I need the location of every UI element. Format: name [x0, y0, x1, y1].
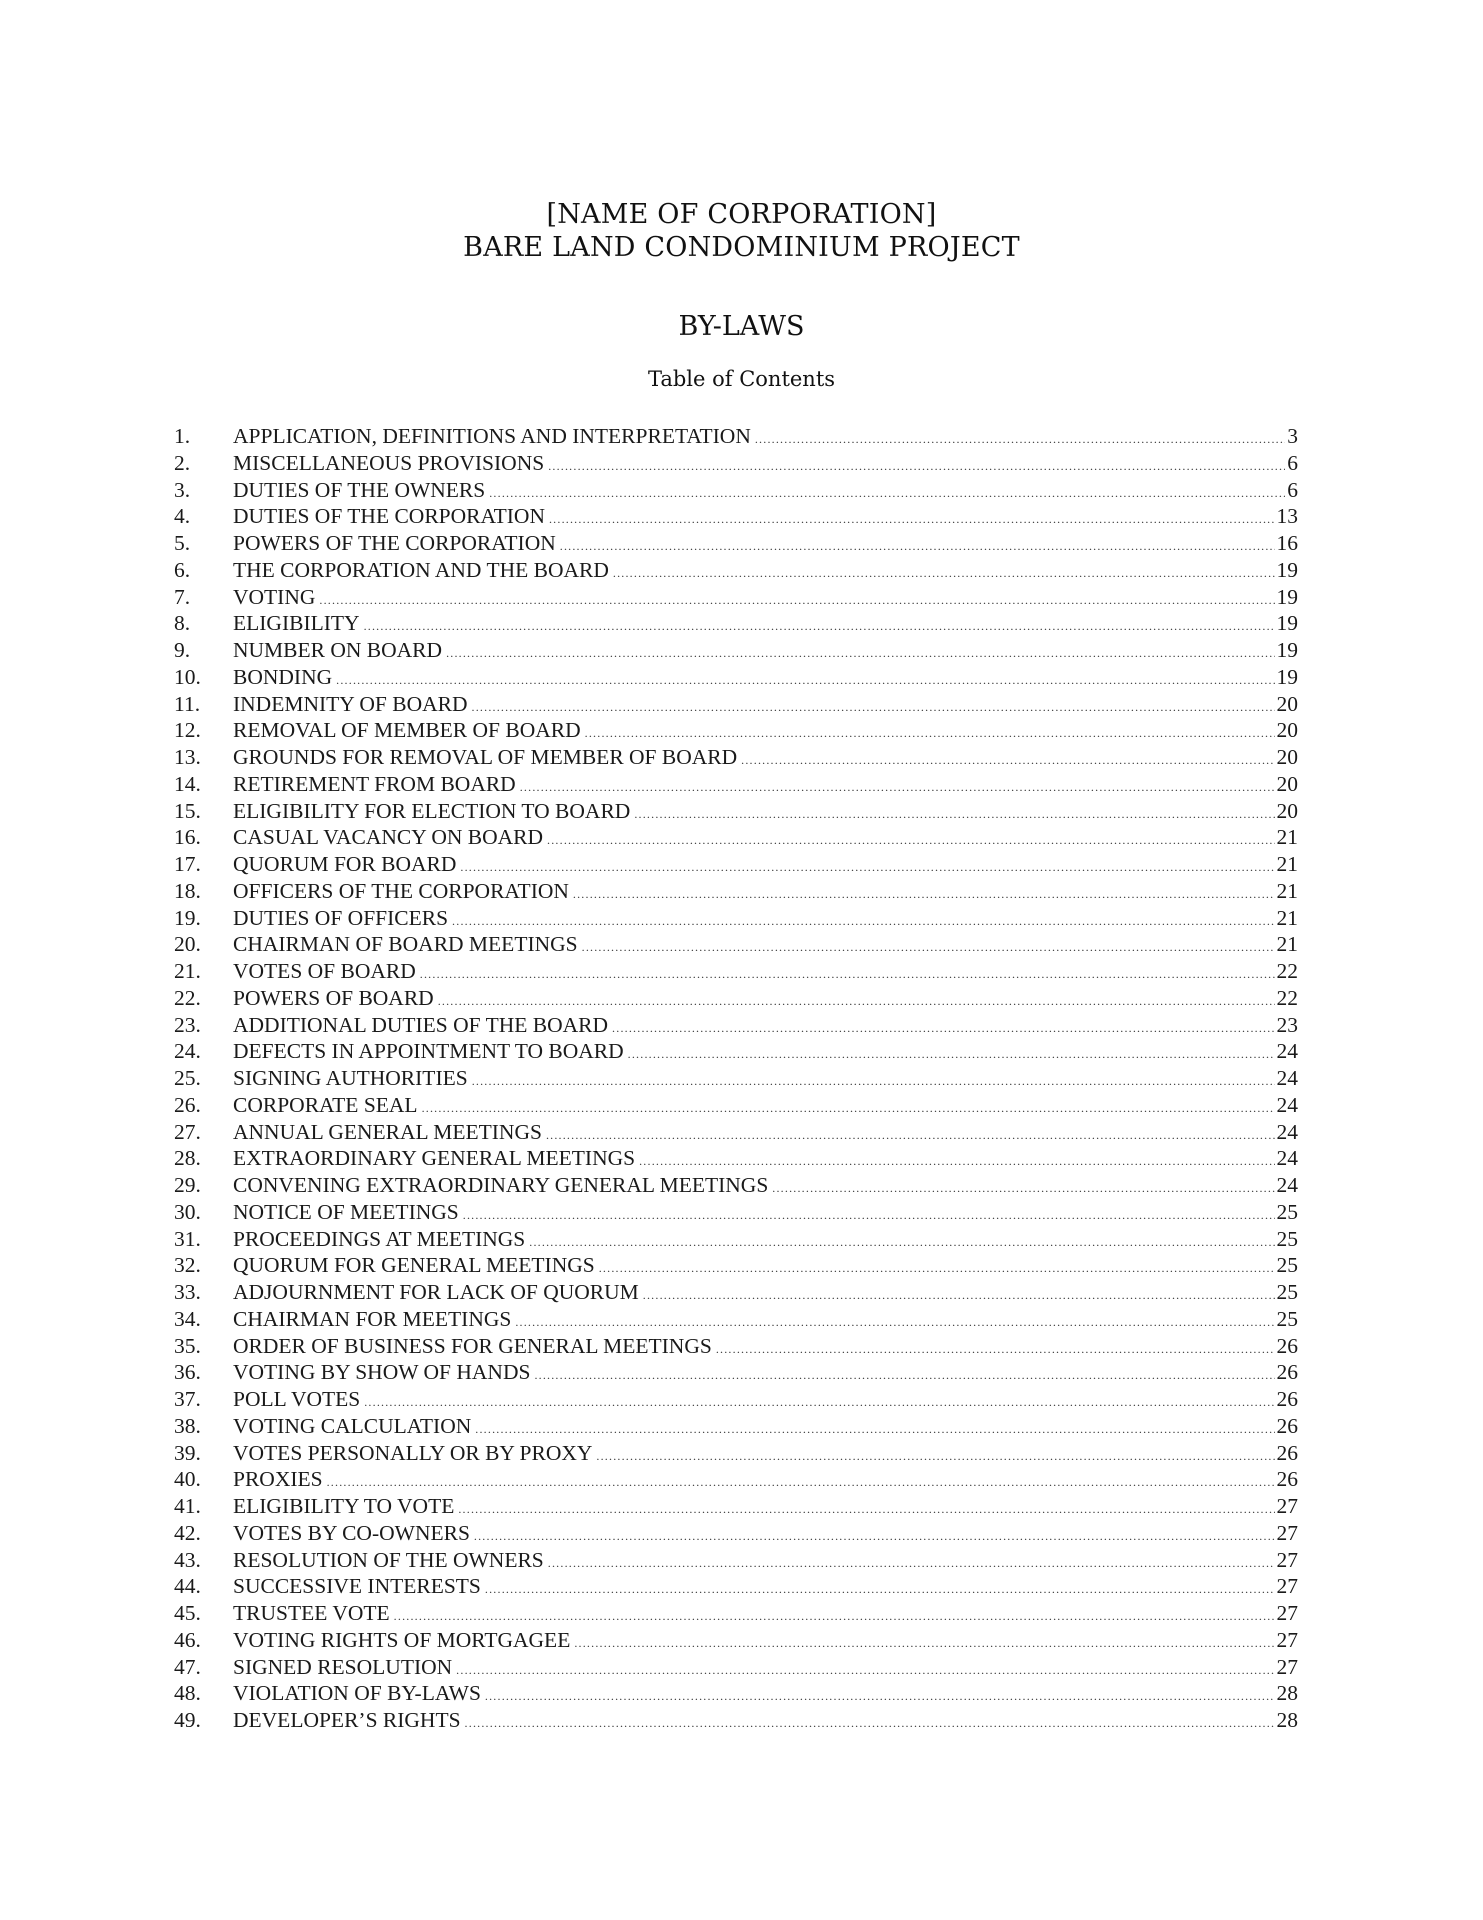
toc-entry-title: SUCCESSIVE INTERESTS	[233, 1574, 481, 1599]
toc-dot-leader	[520, 780, 1275, 795]
toc-entry-page: 27	[1276, 1547, 1298, 1572]
toc-entry-page: 3	[1287, 424, 1298, 448]
toc-entry-page: 16	[1276, 531, 1298, 555]
toc-entry-15[interactable]	[174, 799, 1298, 826]
toc-entry-5[interactable]	[174, 531, 1298, 558]
toc-dot-leader	[465, 1716, 1275, 1731]
toc-entry-title: QUORUM FOR GENERAL MEETINGS	[233, 1253, 595, 1278]
toc-entry-number: 14.	[174, 771, 201, 796]
toc-dot-leader	[438, 994, 1275, 1009]
toc-entry-number: 20.	[174, 932, 201, 957]
toc-entry-title: QUORUM FOR BOARD	[233, 852, 457, 876]
toc-entry-page: 21	[1276, 852, 1298, 876]
toc-entry-page: 22	[1276, 985, 1298, 1010]
toc-entry-title: TRUSTEE VOTE	[233, 1601, 390, 1625]
toc-entry-number: 46.	[174, 1627, 201, 1652]
toc-dot-leader	[452, 914, 1274, 929]
toc-dot-leader	[772, 1181, 1274, 1196]
toc-entry-title: POWERS OF BOARD	[233, 985, 434, 1010]
toc-entry-page: 6	[1287, 477, 1298, 502]
toc-entry-48[interactable]	[174, 1681, 1298, 1708]
toc-entry-page: 13	[1276, 504, 1298, 529]
toc-entry-number: 40.	[174, 1467, 201, 1492]
toc-entry-3[interactable]	[174, 478, 1298, 505]
toc-entry-page: 28	[1276, 1681, 1298, 1706]
toc-entry-title: ELIGIBILITY FOR ELECTION TO BOARD	[233, 798, 631, 823]
toc-entry-number: 39.	[174, 1440, 201, 1465]
toc-entry-title: CHAIRMAN OF BOARD MEETINGS	[233, 932, 578, 957]
toc-entry-number: 29.	[174, 1173, 201, 1197]
toc-entry-39[interactable]	[174, 1441, 1298, 1468]
toc-entry-title: BONDING	[233, 664, 333, 689]
toc-entry-page: 21	[1276, 878, 1298, 903]
toc-dot-leader	[548, 459, 1285, 474]
toc-entry-number: 12.	[174, 718, 201, 743]
toc-entry-number: 6.	[174, 557, 191, 582]
toc-entry-title: VIOLATION OF BY-LAWS	[233, 1681, 481, 1706]
toc-entry-number: 32.	[174, 1253, 201, 1278]
toc-entry-title: RETIREMENT FROM BOARD	[233, 771, 516, 796]
toc-entry-page: 26	[1276, 1413, 1298, 1438]
toc-dot-leader	[475, 1422, 1274, 1437]
toc-entry-title: SIGNING AUTHORITIES	[233, 1066, 468, 1090]
toc-dot-leader	[327, 1475, 1275, 1490]
toc-entry-40[interactable]	[174, 1467, 1298, 1494]
toc-entry-number: 41.	[174, 1494, 201, 1518]
toc-entry-number: 24.	[174, 1039, 201, 1064]
toc-entry-page: 21	[1276, 905, 1298, 930]
toc-entry-title: REMOVAL OF MEMBER OF BOARD	[233, 718, 581, 743]
toc-entry-page: 26	[1276, 1333, 1298, 1358]
toc-entry-23[interactable]	[174, 1013, 1298, 1040]
toc-entry-title: VOTING	[233, 584, 316, 609]
toc-entry-page: 20	[1276, 691, 1298, 716]
toc-dot-leader	[460, 860, 1274, 875]
toc-entry-page: 20	[1276, 771, 1298, 796]
toc-entry-number: 33.	[174, 1280, 201, 1304]
toc-dot-leader	[741, 753, 1274, 768]
toc-entry-8[interactable]	[174, 611, 1298, 638]
toc-entry-title: VOTES OF BOARD	[233, 959, 416, 983]
toc-dot-leader	[394, 1609, 1275, 1624]
toc-dot-leader	[639, 1154, 1274, 1169]
toc-entry-title: DEFECTS IN APPOINTMENT TO BOARD	[233, 1039, 624, 1064]
toc-entry-6[interactable]	[174, 558, 1298, 585]
toc-entry-page: 19	[1276, 557, 1298, 582]
toc-entry-title: CHAIRMAN FOR MEETINGS	[233, 1306, 512, 1331]
toc-entry-number: 34.	[174, 1306, 201, 1331]
toc-entry-page: 27	[1276, 1520, 1298, 1545]
toc-entry-number: 45.	[174, 1601, 201, 1625]
toc-dot-leader	[472, 1074, 1275, 1089]
toc-entry-title: POLL VOTES	[233, 1387, 361, 1411]
toc-entry-title: INDEMNITY OF BOARD	[233, 691, 468, 716]
toc-entry-47[interactable]	[174, 1655, 1298, 1682]
toc-entry-number: 35.	[174, 1333, 201, 1358]
toc-entry-page: 19	[1276, 584, 1298, 609]
toc-entry-title: NOTICE OF MEETINGS	[233, 1199, 459, 1224]
toc-entry-page: 19	[1276, 664, 1298, 689]
toc-dot-leader	[472, 700, 1275, 715]
toc-entry-number: 48.	[174, 1681, 201, 1706]
toc-entry-page: 25	[1276, 1226, 1298, 1251]
toc-entry-28[interactable]	[174, 1146, 1298, 1173]
toc-entry-25[interactable]	[174, 1066, 1298, 1093]
toc-entry-9[interactable]	[174, 638, 1298, 665]
toc-entry-45[interactable]	[174, 1601, 1298, 1628]
toc-entry-title: CONVENING EXTRAORDINARY GENERAL MEETINGS	[233, 1173, 769, 1197]
toc-entry-title: ELIGIBILITY TO VOTE	[233, 1494, 455, 1518]
toc-heading: Table of Contents	[647, 367, 836, 391]
toc-entry-number: 21.	[174, 959, 201, 983]
toc-entry-page: 26	[1276, 1360, 1298, 1385]
toc-entry-number: 18.	[174, 878, 201, 903]
toc-entry-number: 10.	[174, 664, 201, 689]
toc-dot-leader	[573, 887, 1275, 902]
toc-entry-number: 43.	[174, 1547, 201, 1572]
toc-entry-42[interactable]	[174, 1521, 1298, 1548]
toc-dot-leader	[596, 1449, 1274, 1464]
toc-entry-13[interactable]	[174, 745, 1298, 772]
toc-dot-leader	[515, 1315, 1274, 1330]
toc-entry-title: VOTING BY SHOW OF HANDS	[233, 1360, 531, 1385]
toc-dot-leader	[716, 1342, 1275, 1357]
toc-entry-number: 13.	[174, 745, 201, 769]
toc-entry-32[interactable]	[174, 1253, 1298, 1280]
toc-entry-34[interactable]	[174, 1307, 1298, 1334]
toc-entry-title: MISCELLANEOUS PROVISIONS	[233, 450, 545, 475]
toc-entry-36[interactable]	[174, 1360, 1298, 1387]
toc-entry-title: ELIGIBILITY	[233, 611, 360, 636]
toc-entry-11[interactable]	[174, 692, 1298, 719]
toc-entry-page: 26	[1276, 1387, 1298, 1411]
toc-entry-page: 24	[1276, 1119, 1298, 1144]
toc-dot-leader	[612, 1021, 1274, 1036]
toc-entry-title: PROCEEDINGS AT MEETINGS	[233, 1226, 526, 1251]
toc-entry-16[interactable]	[174, 825, 1298, 852]
toc-dot-leader	[319, 593, 1274, 608]
toc-entry-30[interactable]	[174, 1200, 1298, 1227]
toc-dot-leader	[628, 1047, 1275, 1062]
toc-dot-leader	[485, 1582, 1275, 1597]
toc-entry-number: 8.	[174, 611, 191, 636]
toc-entry-page: 22	[1276, 959, 1298, 983]
project-name: BARE LAND CONDOMINIUM PROJECT	[463, 232, 1020, 263]
toc-entry-page: 25	[1276, 1253, 1298, 1278]
toc-entry-title: GROUNDS FOR REMOVAL OF MEMBER OF BOARD	[233, 745, 738, 769]
toc-entry-page: 25	[1276, 1280, 1298, 1304]
toc-entry-number: 30.	[174, 1199, 201, 1224]
toc-entry-number: 28.	[174, 1146, 201, 1171]
toc-entry-26[interactable]	[174, 1093, 1298, 1120]
toc-entry-20[interactable]	[174, 932, 1298, 959]
toc-entry-18[interactable]	[174, 879, 1298, 906]
toc-entry-page: 19	[1276, 611, 1298, 636]
toc-entry-title: DEVELOPER’S RIGHTS	[233, 1708, 461, 1732]
toc-entry-number: 1.	[174, 424, 191, 448]
toc-entry-title: VOTES BY CO-OWNERS	[233, 1520, 470, 1545]
toc-dot-leader	[422, 1101, 1275, 1116]
toc-entry-title: RESOLUTION OF THE OWNERS	[233, 1547, 544, 1572]
toc-entry-number: 19.	[174, 905, 201, 930]
toc-entry-page: 20	[1276, 798, 1298, 823]
toc-entry-title: VOTING RIGHTS OF MORTGAGEE	[233, 1627, 571, 1652]
toc-dot-leader	[534, 1368, 1274, 1383]
toc-entry-number: 38.	[174, 1413, 201, 1438]
toc-dot-leader	[548, 1556, 1275, 1571]
toc-entry-title: DUTIES OF THE OWNERS	[233, 477, 486, 502]
toc-entry-38[interactable]	[174, 1414, 1298, 1441]
toc-dot-leader	[560, 539, 1275, 554]
toc-entry-37[interactable]	[174, 1387, 1298, 1414]
toc-entry-41[interactable]	[174, 1494, 1298, 1521]
toc-entry-title: PROXIES	[233, 1467, 323, 1492]
toc-entry-title: SIGNED RESOLUTION	[233, 1654, 453, 1679]
toc-entry-number: 4.	[174, 504, 191, 529]
toc-entry-number: 37.	[174, 1387, 201, 1411]
toc-entry-title: CASUAL VACANCY ON BOARD	[233, 825, 544, 850]
toc-entry-number: 3.	[174, 477, 191, 502]
toc-dot-leader	[755, 432, 1285, 447]
toc-dot-leader	[529, 1235, 1274, 1250]
toc-entry-17[interactable]	[174, 852, 1298, 879]
toc-dot-leader	[485, 1689, 1275, 1704]
toc-entry-43[interactable]	[174, 1548, 1298, 1575]
toc-entry-page: 24	[1276, 1066, 1298, 1090]
toc-entry-page: 21	[1276, 932, 1298, 957]
toc-entry-title: ADDITIONAL DUTIES OF THE BOARD	[233, 1012, 609, 1037]
toc-entry-31[interactable]	[174, 1227, 1298, 1254]
toc-dot-leader	[582, 940, 1275, 955]
toc-entry-title: THE CORPORATION AND THE BOARD	[233, 557, 609, 582]
toc-dot-leader	[364, 1395, 1274, 1410]
toc-entry-number: 25.	[174, 1066, 201, 1090]
toc-entry-44[interactable]	[174, 1574, 1298, 1601]
toc-entry-title: POWERS OF THE CORPORATION	[233, 531, 556, 555]
toc-entry-title: CORPORATE SEAL	[233, 1092, 418, 1117]
toc-entry-24[interactable]	[174, 1039, 1298, 1066]
toc-dot-leader	[474, 1529, 1275, 1544]
toc-dot-leader	[336, 673, 1274, 688]
toc-dot-leader	[546, 1128, 1275, 1143]
toc-entry-title: VOTES PERSONALLY OR BY PROXY	[233, 1440, 593, 1465]
toc-entry-number: 27.	[174, 1119, 201, 1144]
toc-dot-leader	[574, 1636, 1274, 1651]
toc-entry-19[interactable]	[174, 906, 1298, 933]
toc-entry-page: 26	[1276, 1440, 1298, 1465]
toc-dot-leader	[643, 1288, 1275, 1303]
toc-entry-number: 23.	[174, 1012, 201, 1037]
toc-entry-number: 2.	[174, 450, 191, 475]
toc-entry-title: ANNUAL GENERAL MEETINGS	[233, 1119, 542, 1144]
toc-entry-14[interactable]	[174, 772, 1298, 799]
toc-entry-page: 21	[1276, 825, 1298, 850]
toc-entry-page: 23	[1276, 1012, 1298, 1037]
toc-dot-leader	[549, 512, 1275, 527]
toc-entry-12[interactable]	[174, 718, 1298, 745]
toc-dot-leader	[489, 486, 1285, 501]
toc-entry-number: 5.	[174, 531, 191, 555]
toc-entry-page: 20	[1276, 745, 1298, 769]
toc-entry-number: 22.	[174, 985, 201, 1010]
toc-entry-number: 49.	[174, 1708, 201, 1732]
toc-dot-leader	[364, 619, 1275, 634]
toc-entry-title: APPLICATION, DEFINITIONS AND INTERPRETATION	[233, 424, 751, 448]
toc-entry-number: 36.	[174, 1360, 201, 1385]
toc-dot-leader	[634, 807, 1274, 822]
toc-entry-49[interactable]	[174, 1708, 1298, 1735]
toc-entry-number: 47.	[174, 1654, 201, 1679]
toc-entry-title: OFFICERS OF THE CORPORATION	[233, 878, 569, 903]
toc-entry-10[interactable]	[174, 665, 1298, 692]
corporation-name: [NAME OF CORPORATION]	[546, 199, 937, 230]
toc-entry-page: 27	[1276, 1494, 1298, 1518]
toc-entry-number: 7.	[174, 584, 191, 609]
toc-entry-number: 17.	[174, 852, 201, 876]
document-title: BY-LAWS	[678, 311, 805, 342]
toc-entry-page: 27	[1276, 1601, 1298, 1625]
toc-entry-page: 27	[1276, 1627, 1298, 1652]
toc-entry-number: 44.	[174, 1574, 201, 1599]
toc-entry-page: 19	[1276, 638, 1298, 662]
toc-entry-27[interactable]	[174, 1120, 1298, 1147]
toc-entry-4[interactable]	[174, 504, 1298, 531]
corporation-header	[0, 198, 1483, 264]
toc-dot-leader	[585, 726, 1275, 741]
toc-entry-page: 20	[1276, 718, 1298, 743]
toc-entry-46[interactable]	[174, 1628, 1298, 1655]
toc-entry-title: DUTIES OF THE CORPORATION	[233, 504, 545, 529]
toc-entry-page: 24	[1276, 1173, 1298, 1197]
toc-entry-title: DUTIES OF OFFICERS	[233, 905, 449, 930]
toc-entry-page: 25	[1276, 1306, 1298, 1331]
toc-entry-number: 31.	[174, 1226, 201, 1251]
toc-entry-page: 27	[1276, 1654, 1298, 1679]
toc-entry-title: VOTING CALCULATION	[233, 1413, 472, 1438]
toc-entry-page: 28	[1276, 1708, 1298, 1732]
table-of-contents	[174, 424, 1298, 1735]
toc-entry-29[interactable]	[174, 1173, 1298, 1200]
toc-entry-page: 24	[1276, 1146, 1298, 1171]
toc-dot-leader	[458, 1502, 1274, 1517]
toc-entry-35[interactable]	[174, 1334, 1298, 1361]
toc-dot-leader	[420, 967, 1275, 982]
toc-entry-title: NUMBER ON BOARD	[233, 638, 443, 662]
toc-entry-22[interactable]	[174, 986, 1298, 1013]
toc-entry-page: 27	[1276, 1574, 1298, 1599]
toc-entry-page: 25	[1276, 1199, 1298, 1224]
toc-dot-leader	[613, 566, 1275, 581]
toc-dot-leader	[446, 646, 1274, 661]
toc-entry-33[interactable]	[174, 1280, 1298, 1307]
toc-entry-title: EXTRAORDINARY GENERAL MEETINGS	[233, 1146, 636, 1171]
toc-entry-number: 16.	[174, 825, 201, 850]
toc-entry-title: ORDER OF BUSINESS FOR GENERAL MEETINGS	[233, 1333, 712, 1358]
toc-entry-2[interactable]	[174, 451, 1298, 478]
toc-dot-leader	[456, 1663, 1274, 1678]
toc-entry-number: 26.	[174, 1092, 201, 1117]
toc-entry-number: 9.	[174, 638, 191, 662]
toc-entry-page: 6	[1287, 450, 1298, 475]
toc-dot-leader	[599, 1261, 1275, 1276]
toc-entry-page: 26	[1276, 1467, 1298, 1492]
toc-entry-1[interactable]	[174, 424, 1298, 451]
toc-entry-title: ADJOURNMENT FOR LACK OF QUORUM	[233, 1280, 639, 1304]
toc-dot-leader	[463, 1208, 1275, 1223]
toc-entry-page: 24	[1276, 1039, 1298, 1064]
toc-entry-number: 15.	[174, 798, 201, 823]
toc-entry-7[interactable]	[174, 585, 1298, 612]
toc-entry-number: 42.	[174, 1520, 201, 1545]
toc-entry-21[interactable]	[174, 959, 1298, 986]
toc-dot-leader	[547, 833, 1274, 848]
toc-entry-number: 11.	[174, 691, 201, 716]
toc-entry-page: 24	[1276, 1092, 1298, 1117]
